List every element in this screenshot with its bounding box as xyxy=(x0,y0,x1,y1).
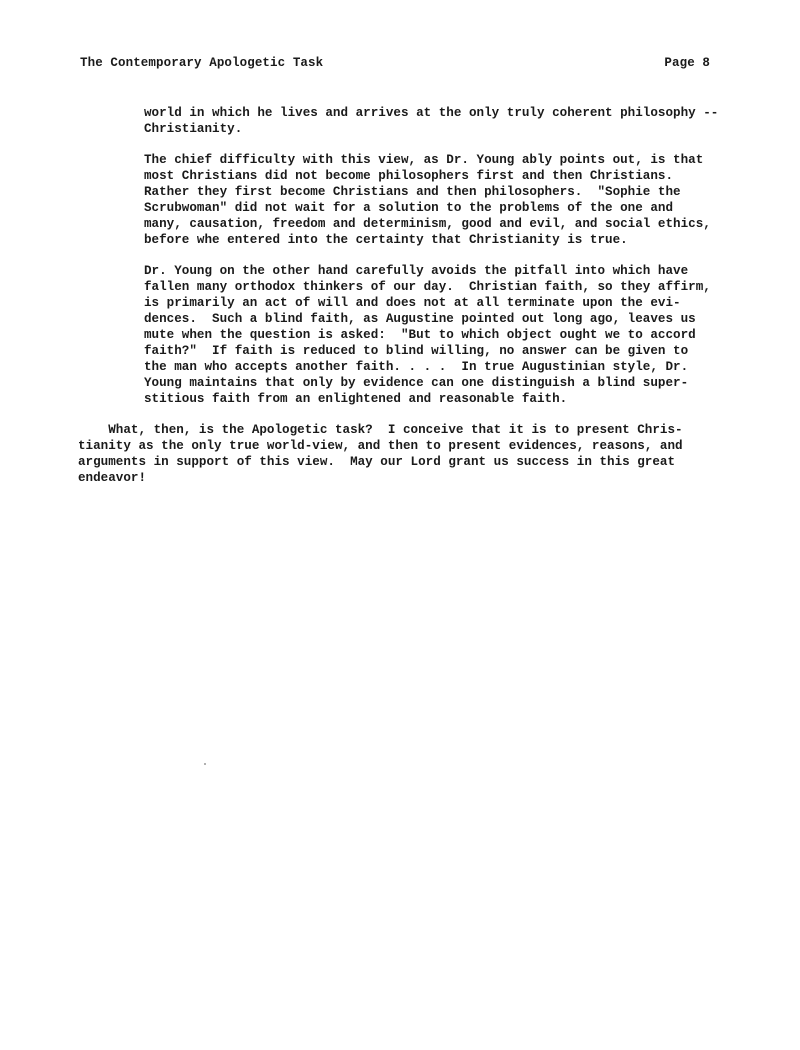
text-line: tianity as the only true world-view, and then to present evidences, reasons, and xyxy=(78,439,683,453)
text-line: is primarily an act of will and does not at all terminate upon the evi- xyxy=(144,296,681,310)
text-line: arguments in support of this view. May our Lord grant us success in this great xyxy=(78,455,676,469)
text-line: fallen many orthodox thinkers of our day. Christian faith, so they affirm, xyxy=(144,280,711,294)
text-line: dences. Such a blind faith, as Augustine pointed out long ago, leaves us xyxy=(144,312,696,326)
text-line: Scrubwoman" did not wait for a solution to the problems of the one and xyxy=(144,201,674,215)
page-header xyxy=(80,56,720,76)
paper-speck xyxy=(204,763,206,765)
document-title: The Contemporary Apologetic Task xyxy=(80,56,324,70)
text-line: faith?" If faith is reduced to blind willing, no answer can be given to xyxy=(144,344,689,358)
text-line: Rather they first become Christians and then philosophers. "Sophie the xyxy=(144,185,681,199)
text-line: most Christians did not become philosophers first and then Christians. xyxy=(144,169,674,183)
text-line: Christianity. xyxy=(144,122,243,136)
text-line: mute when the question is asked: "But to which object ought we to accord xyxy=(144,328,696,342)
text-line: stitious faith from an enlightened and reasonable faith. xyxy=(144,392,568,406)
text-line: endeavor! xyxy=(78,471,147,485)
page-number: Page 8 xyxy=(664,56,710,70)
text-line: world in which he lives and arrives at the only truly coherent philosophy -- xyxy=(144,106,719,120)
text-line: many, causation, freedom and determinism, good and evil, and social ethics, xyxy=(144,217,711,231)
text-line: Dr. Young on the other hand carefully avoids the pitfall into which have xyxy=(144,264,689,278)
text-line: before whe entered into the certainty that Christianity is true. xyxy=(144,233,628,247)
text-line: What, then, is the Apologetic task? I conceive that it is to present Chris- xyxy=(78,423,683,437)
text-line: Young maintains that only by evidence can one distinguish a blind super- xyxy=(144,376,689,390)
text-line: The chief difficulty with this view, as Dr. Young ably points out, is that xyxy=(144,153,704,167)
text-line: the man who accepts another faith. . . . In true Augustinian style, Dr. xyxy=(144,360,689,374)
